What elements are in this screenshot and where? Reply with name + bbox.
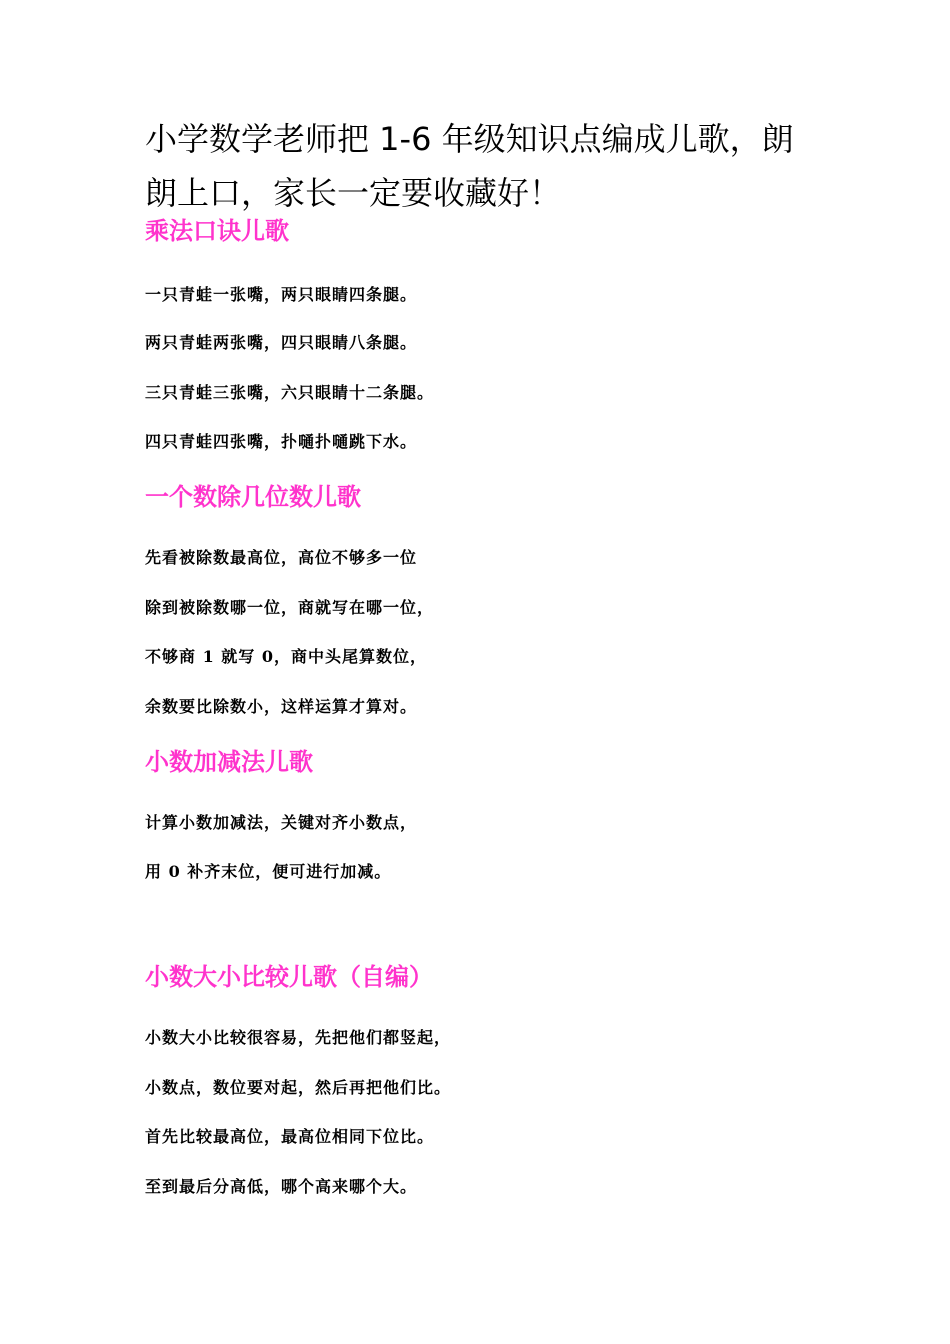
section-heading-decimal-compare: 小数大小比较儿歌（自编） — [145, 963, 433, 991]
verse-line: 计算小数加减法，关键对齐小数点， — [145, 813, 418, 832]
verse-line: 小数大小比较很容易，先把他们都竖起， — [145, 1028, 452, 1047]
section-heading-division: 一个数除几位数儿歌 — [145, 483, 361, 511]
verse-line: 至到最后分高低，哪个高来哪个大。 — [145, 1177, 418, 1196]
verse-line: 首先比较最高位，最高位相同下位比。 — [145, 1127, 435, 1146]
section-heading-decimal-add-subtract: 小数加减法儿歌 — [145, 748, 313, 776]
verse-line: 小数点，数位要对起，然后再把他们比。 — [145, 1078, 452, 1097]
verse-line: 不够商 1 就写 0，商中头尾算数位， — [145, 647, 427, 666]
document-title: 小学数学老师把 1-6 年级知识点编成儿歌，朗朗上口，家长一定要收藏好！ — [145, 120, 794, 212]
verse-line: 先看被除数最高位，高位不够多一位 — [145, 548, 418, 567]
verse-line: 一只青蛙一张嘴，两只眼睛四条腿。 — [145, 285, 418, 304]
section-heading-multiplication: 乘法口诀儿歌 — [145, 217, 289, 245]
verse-line: 用 0 补齐末位，便可进行加减。 — [145, 862, 392, 881]
verse-line: 两只青蛙两张嘴，四只眼睛八条腿。 — [145, 333, 418, 352]
verse-line: 除到被除数哪一位，商就写在哪一位， — [145, 598, 435, 617]
verse-line: 三只青蛙三张嘴，六只眼睛十二条腿。 — [145, 383, 435, 402]
verse-line: 余数要比除数小，这样运算才算对。 — [145, 697, 418, 716]
verse-line: 四只青蛙四张嘴，扑嗵扑嗵跳下水。 — [145, 432, 418, 451]
